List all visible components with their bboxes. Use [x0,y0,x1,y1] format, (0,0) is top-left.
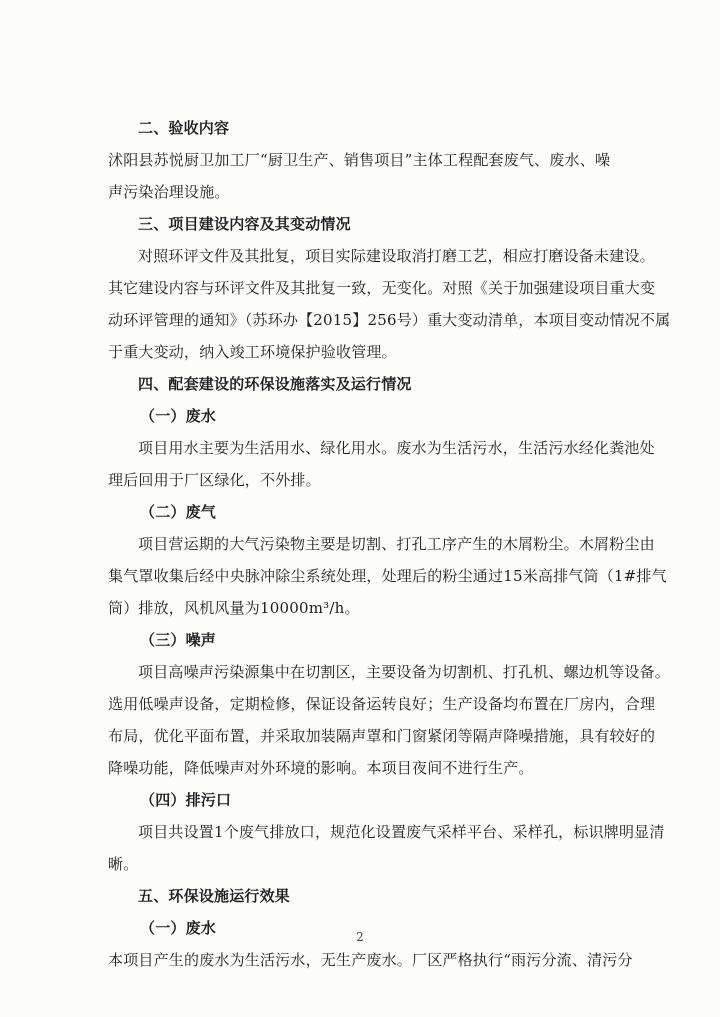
subsection-heading-wastewater-effect: （一）废水 [140,919,217,937]
paragraph-line: 声污染治理设施。 [108,183,230,201]
paragraph-line: 其它建设内容与环评文件及其批复一致，无变化。对照《关于加强建设项目重大变 [108,279,656,297]
paragraph-line: 动环评管理的通知》（苏环办【2015】256号）重大变动清单，本项目变动情况不属 [108,311,671,329]
paragraph-line: 本项目产生的废水为生活污水，无生产废水。厂区严格执行“雨污分流、清污分 [108,951,633,969]
paragraph-line: 降噪功能，降低噪声对外环境的影响。本项目夜间不进行生产。 [108,759,534,777]
paragraph-line: 理后回用于厂区绿化，不外排。 [108,471,321,489]
subsection-heading-waste-gas: （二）废气 [140,503,217,521]
section-heading-acceptance-content: 二、验收内容 [138,119,230,137]
paragraph-line: 于重大变动，纳入竣工环境保护验收管理。 [108,343,397,361]
paragraph-line: 沭阳县苏悦厨卫加工厂“厨卫生产、销售项目”主体工程配套废气、废水、噪 [108,151,611,169]
section-heading-construction-changes: 三、项目建设内容及其变动情况 [138,215,351,233]
paragraph-line: 集气罩收集后经中央脉冲除尘系统处理，处理后的粉尘通过15米高排气筒（1#排气 [108,567,667,585]
page-number: 2 [356,930,364,944]
paragraph-line: 对照环评文件及其批复，项目实际建设取消打磨工艺，相应打磨设备未建设。 [138,247,655,265]
paragraph-line: 晰。 [108,855,139,873]
subsection-heading-outlets: （四）排污口 [140,791,232,809]
paragraph-line: 项目高噪声污染源集中在切割区，主要设备为切割机、打孔机、螺边机等设备。 [138,663,671,681]
paragraph-line: 布局，优化平面布置，并采取加装隔声罩和门窗紧闭等隔声降噪措施，具有较好的 [108,727,656,745]
subsection-heading-wastewater: （一）废水 [140,407,217,425]
section-heading-operation-effect: 五、环保设施运行效果 [138,887,291,905]
paragraph-line: 项目营运期的大气污染物主要是切割、打孔工序产生的木屑粉尘。木屑粉尘由 [138,535,655,553]
paragraph-line: 选用低噪声设备，定期检修，保证设备运转良好；生产设备均布置在厂房内，合理 [108,695,656,713]
paragraph-line: 项目共设置1个废气排放口，规范化设置废气采样平台、采样孔，标识牌明显清 [138,823,665,841]
paragraph-line: 项目用水主要为生活用水、绿化用水。废水为生活污水，生活污水经化粪池处 [138,439,655,457]
section-heading-env-facilities: 四、配套建设的环保设施落实及运行情况 [138,375,412,393]
subsection-heading-noise: （三）噪声 [140,631,217,649]
paragraph-line: 筒）排放，风机风量为10000m³/h。 [108,599,360,617]
document-body [108,112,678,976]
